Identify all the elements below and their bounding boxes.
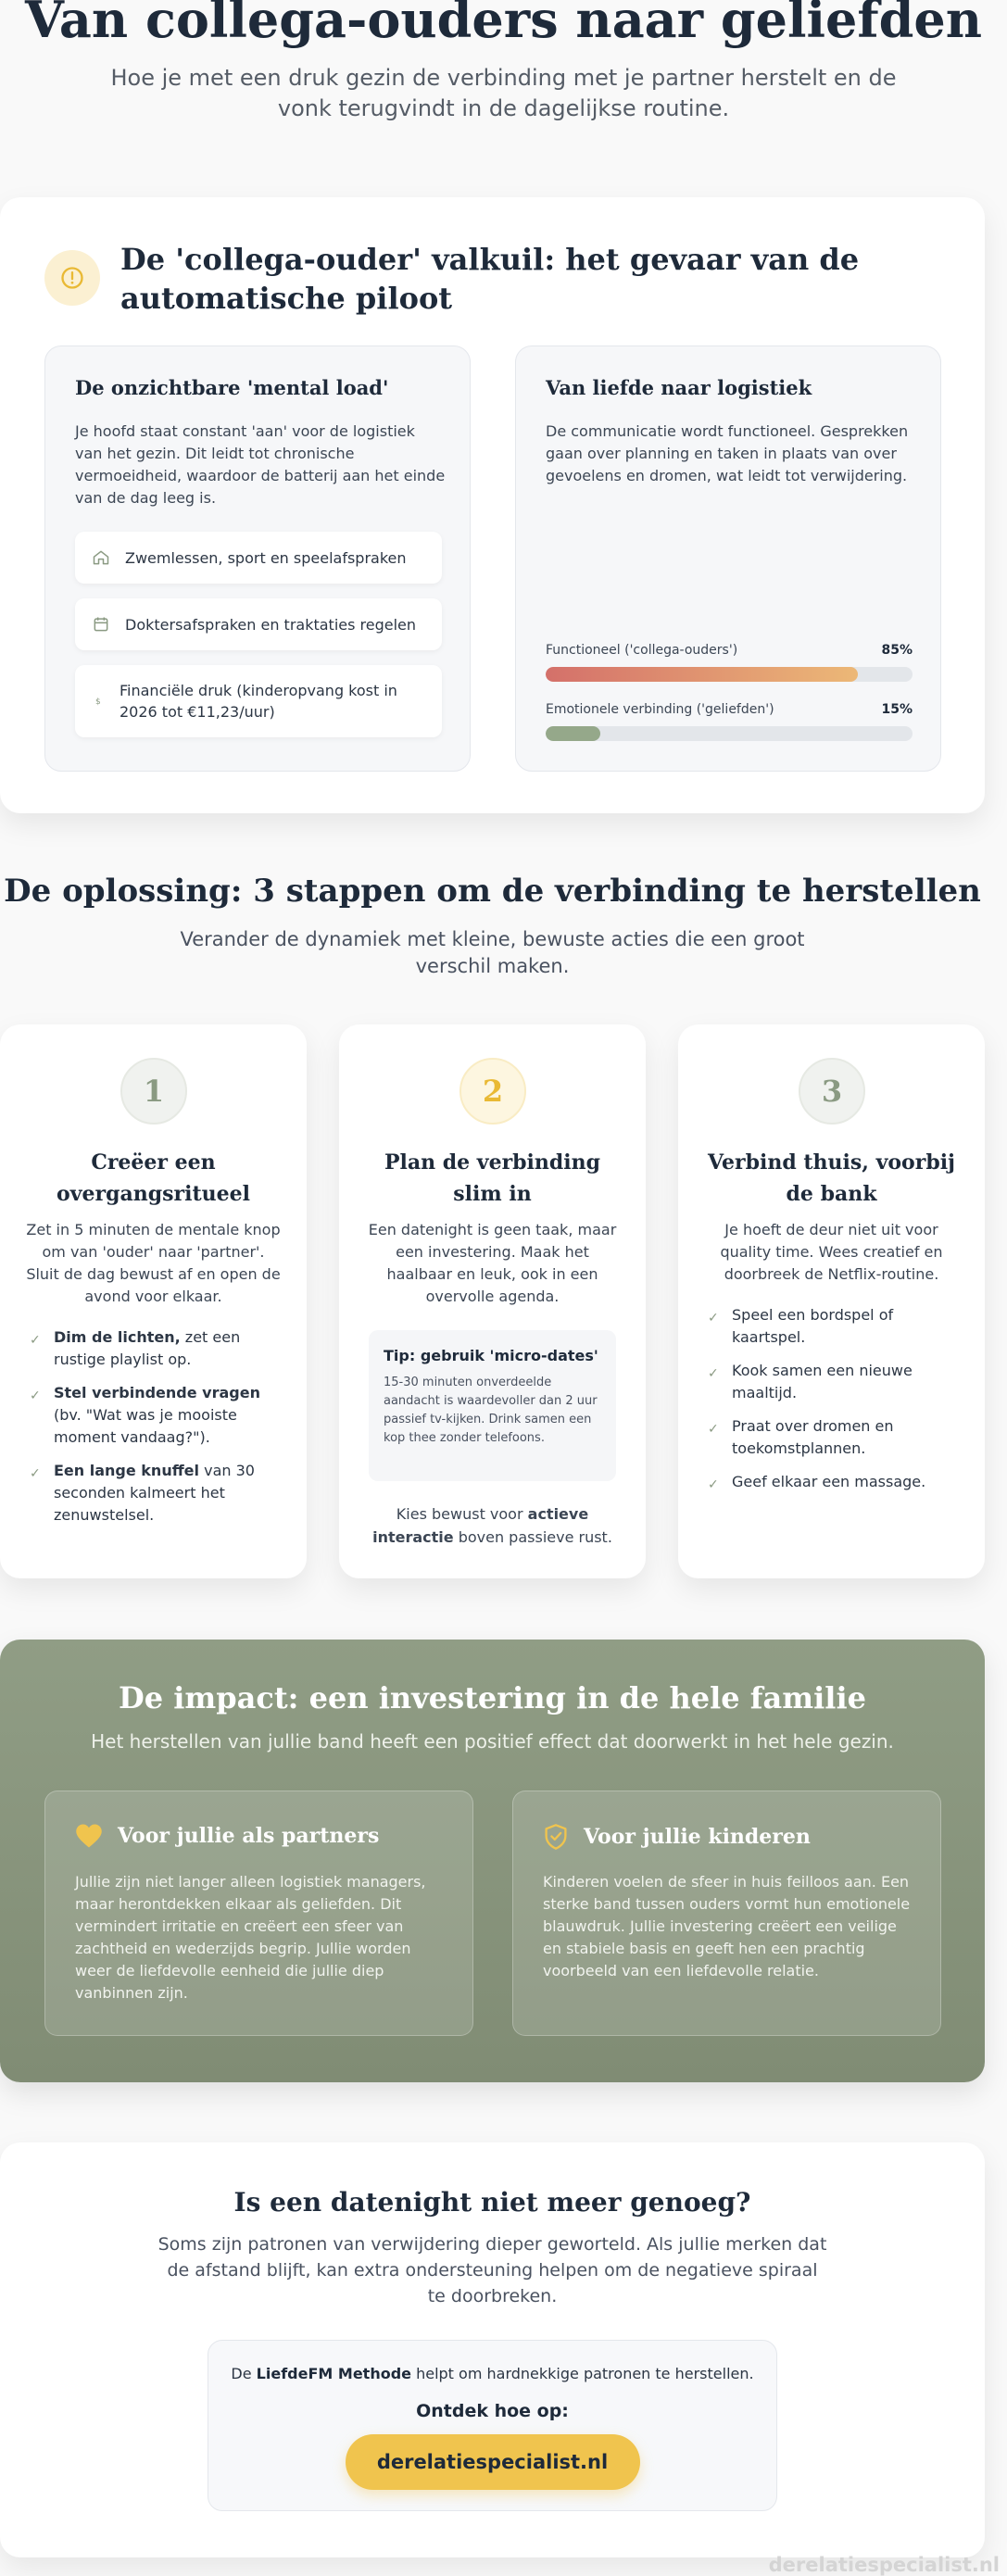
website-button[interactable]: derelatiespecialist.nl bbox=[346, 2434, 640, 2490]
step-number: 3 bbox=[799, 1058, 865, 1125]
trap-title: De 'collega-ouder' valkuil: het gevaar van de automatische piloot bbox=[120, 242, 860, 316]
heart-icon bbox=[75, 1823, 103, 1849]
list-item: ✓ Speel een bordspel of kaartspel. bbox=[708, 1304, 963, 1349]
partners-title: Voor jullie als partners bbox=[118, 1824, 380, 1848]
check-list bbox=[708, 1304, 963, 1507]
step-number: 1 bbox=[120, 1058, 187, 1125]
mental-load-title: De onzichtbare 'mental load' bbox=[75, 376, 389, 399]
impact-section bbox=[0, 1640, 985, 2082]
functional-bar bbox=[546, 643, 913, 682]
kids-title: Voor jullie kinderen bbox=[584, 1825, 811, 1849]
check-icon: ✓ bbox=[708, 1366, 719, 1381]
step-footer: Kies bewust voor actieve interactie boven passieve rust. bbox=[372, 1505, 612, 1546]
bar-label: Functioneel ('collega-ouders') bbox=[546, 643, 738, 658]
datenight-title: Is een datenight niet meer genoeg? bbox=[233, 2187, 751, 2218]
step-title: Verbind thuis, voorbij de bank bbox=[707, 1150, 956, 1206]
bar-fill bbox=[546, 726, 600, 741]
page-subtitle: Hoe je met een druk gezin de verbinding met je partner herstelt en de vonk terugvindt in de dagelijkse routine. bbox=[110, 65, 897, 121]
logistics-title: Van liefde naar logistiek bbox=[546, 376, 812, 399]
list-item bbox=[75, 665, 442, 737]
calendar-icon bbox=[92, 615, 110, 634]
step-card-1 bbox=[0, 1024, 307, 1578]
check-icon: ✓ bbox=[708, 1311, 719, 1326]
watermark: derelatiespecialist.nl bbox=[768, 2554, 1000, 2576]
page-title: Van collega-ouders naar geliefden bbox=[24, 0, 983, 49]
list-item bbox=[75, 532, 442, 584]
impact-subtitle: Het herstellen van jullie band heeft een positief effect dat doorwerkt in het hele gezin. bbox=[91, 1730, 894, 1753]
partners-text: Jullie zijn niet langer alleen logistiek managers, maar herontdekken elkaar als geliefden. Dit vermindert irritatie en creëert een sfeer van zachtheid en wederzijds begrip. Jullie worden weer de liefdevolle eenheid die jullie diep vanbinnen zijn. bbox=[75, 1873, 426, 2002]
tip-box bbox=[369, 1330, 616, 1481]
list-item: ✓ Een lange knuffel van 30 seconden kalmeert het zenuwstelsel. bbox=[30, 1460, 284, 1527]
euro-icon bbox=[92, 692, 105, 710]
list-item-label: Financiële druk (kinderopvang kost in 2026 tot €11,23/uur) bbox=[120, 682, 397, 721]
bar-track bbox=[546, 726, 913, 741]
solution-title: De oplossing: 3 stappen om de verbinding te herstellen bbox=[4, 873, 981, 910]
hero bbox=[0, 0, 1007, 124]
bar-value: 15% bbox=[881, 702, 913, 717]
bar-fill bbox=[546, 667, 858, 682]
datenight-subtitle: Soms zijn patronen van verwijdering dieper geworteld. Als jullie merken dat de afstand blijft, kan extra ondersteuning helpen om de negatieve spiraal te doorbreken. bbox=[157, 2234, 827, 2306]
step-description: Je hoeft de deur niet uit voor quality time. Wees creatief en doorbreek de Netflix-routine. bbox=[720, 1221, 943, 1283]
list-item-label: Doktersafspraken en traktaties regelen bbox=[125, 615, 417, 634]
check-icon: ✓ bbox=[30, 1389, 41, 1403]
step-title: Creëer een overgangsritueel bbox=[57, 1150, 250, 1206]
list-item: ✓ Dim de lichten, zet een rustige playlist op. bbox=[30, 1326, 284, 1371]
list-item bbox=[75, 598, 442, 650]
kids-text: Kinderen voelen de sfeer in huis feilloos aan. Een sterke band tussen ouders vormt hun emotionele blauwdruk. Jullie investering creëert een veilige en stabiele basis en geeft hen een prachtig voorbeeld van een liefdevolle relatie. bbox=[543, 1873, 911, 1979]
shield-check-icon bbox=[543, 1823, 569, 1851]
cta-text: De LiefdeFM Methode helpt om hardnekkige patronen te herstellen. bbox=[231, 2365, 754, 2382]
partners-card bbox=[44, 1791, 473, 2036]
home-icon bbox=[92, 548, 110, 567]
list-item: ✓ Stel verbindende vragen (bv. "Wat was je mooiste moment vandaag?"). bbox=[30, 1382, 284, 1449]
list-item: ✓ Geef elkaar een massage. bbox=[708, 1471, 963, 1496]
cta-prompt: Ontdek hoe op: bbox=[416, 2401, 569, 2421]
alert-icon bbox=[44, 250, 100, 306]
solution-subtitle: Verander de dynamiek met kleine, bewuste acties die een groot verschil maken. bbox=[180, 928, 805, 977]
bar-value: 85% bbox=[881, 643, 913, 658]
check-icon: ✓ bbox=[30, 1466, 41, 1481]
mental-load-description: Je hoofd staat constant 'aan' voor de logistiek van het gezin. Dit leidt tot chronische vermoeidheid, waardoor de batterij aan het einde van de dag leeg is. bbox=[75, 422, 446, 507]
list-item-label: Zwemlessen, sport en speelafspraken bbox=[125, 548, 407, 567]
tip-text: 15-30 minuten onverdeelde aandacht is waardevoller dan 2 uur passief tv-kijken. Drink samen een kop thee zonder telefoons. bbox=[384, 1376, 598, 1445]
cta-box bbox=[208, 2340, 777, 2511]
mental-load-card bbox=[44, 346, 471, 772]
list-item: ✓ Kook samen een nieuwe maaltijd. bbox=[708, 1360, 963, 1404]
logistics-card bbox=[515, 346, 941, 772]
logistics-description: De communicatie wordt functioneel. Gesprekken gaan over planning en taken in plaats van over gevoelens en dromen, wat leidt tot verwijdering. bbox=[546, 422, 909, 484]
step-card-3 bbox=[678, 1024, 985, 1578]
tip-title: Tip: gebruik 'micro-dates' bbox=[384, 1347, 598, 1364]
bar-label: Emotionele verbinding ('geliefden') bbox=[546, 702, 774, 717]
impact-title: De impact: een investering in de hele familie bbox=[119, 1680, 866, 1715]
emotional-bar bbox=[546, 702, 913, 741]
check-icon: ✓ bbox=[708, 1477, 719, 1492]
step-description: Zet in 5 minuten de mentale knop om van 'ouder' naar 'partner'. Sluit de dag bewust af en open de avond voor elkaar. bbox=[26, 1221, 281, 1305]
check-list bbox=[30, 1326, 284, 1538]
datenight-section bbox=[0, 2142, 985, 2557]
kids-card bbox=[512, 1791, 941, 2036]
svg-text:$: $ bbox=[95, 697, 101, 707]
step-number: 2 bbox=[459, 1058, 526, 1125]
step-title: Plan de verbinding slim in bbox=[384, 1150, 601, 1206]
bar-track bbox=[546, 667, 913, 682]
step-card-2 bbox=[339, 1024, 646, 1578]
check-icon: ✓ bbox=[30, 1333, 41, 1348]
check-icon: ✓ bbox=[708, 1422, 719, 1437]
trap-section bbox=[0, 197, 985, 813]
step-description: Een datenight is geen taak, maar een investering. Maak het haalbaar en leuk, ook in een overvolle agenda. bbox=[368, 1221, 617, 1305]
list-item: ✓ Praat over dromen en toekomstplannen. bbox=[708, 1415, 963, 1460]
